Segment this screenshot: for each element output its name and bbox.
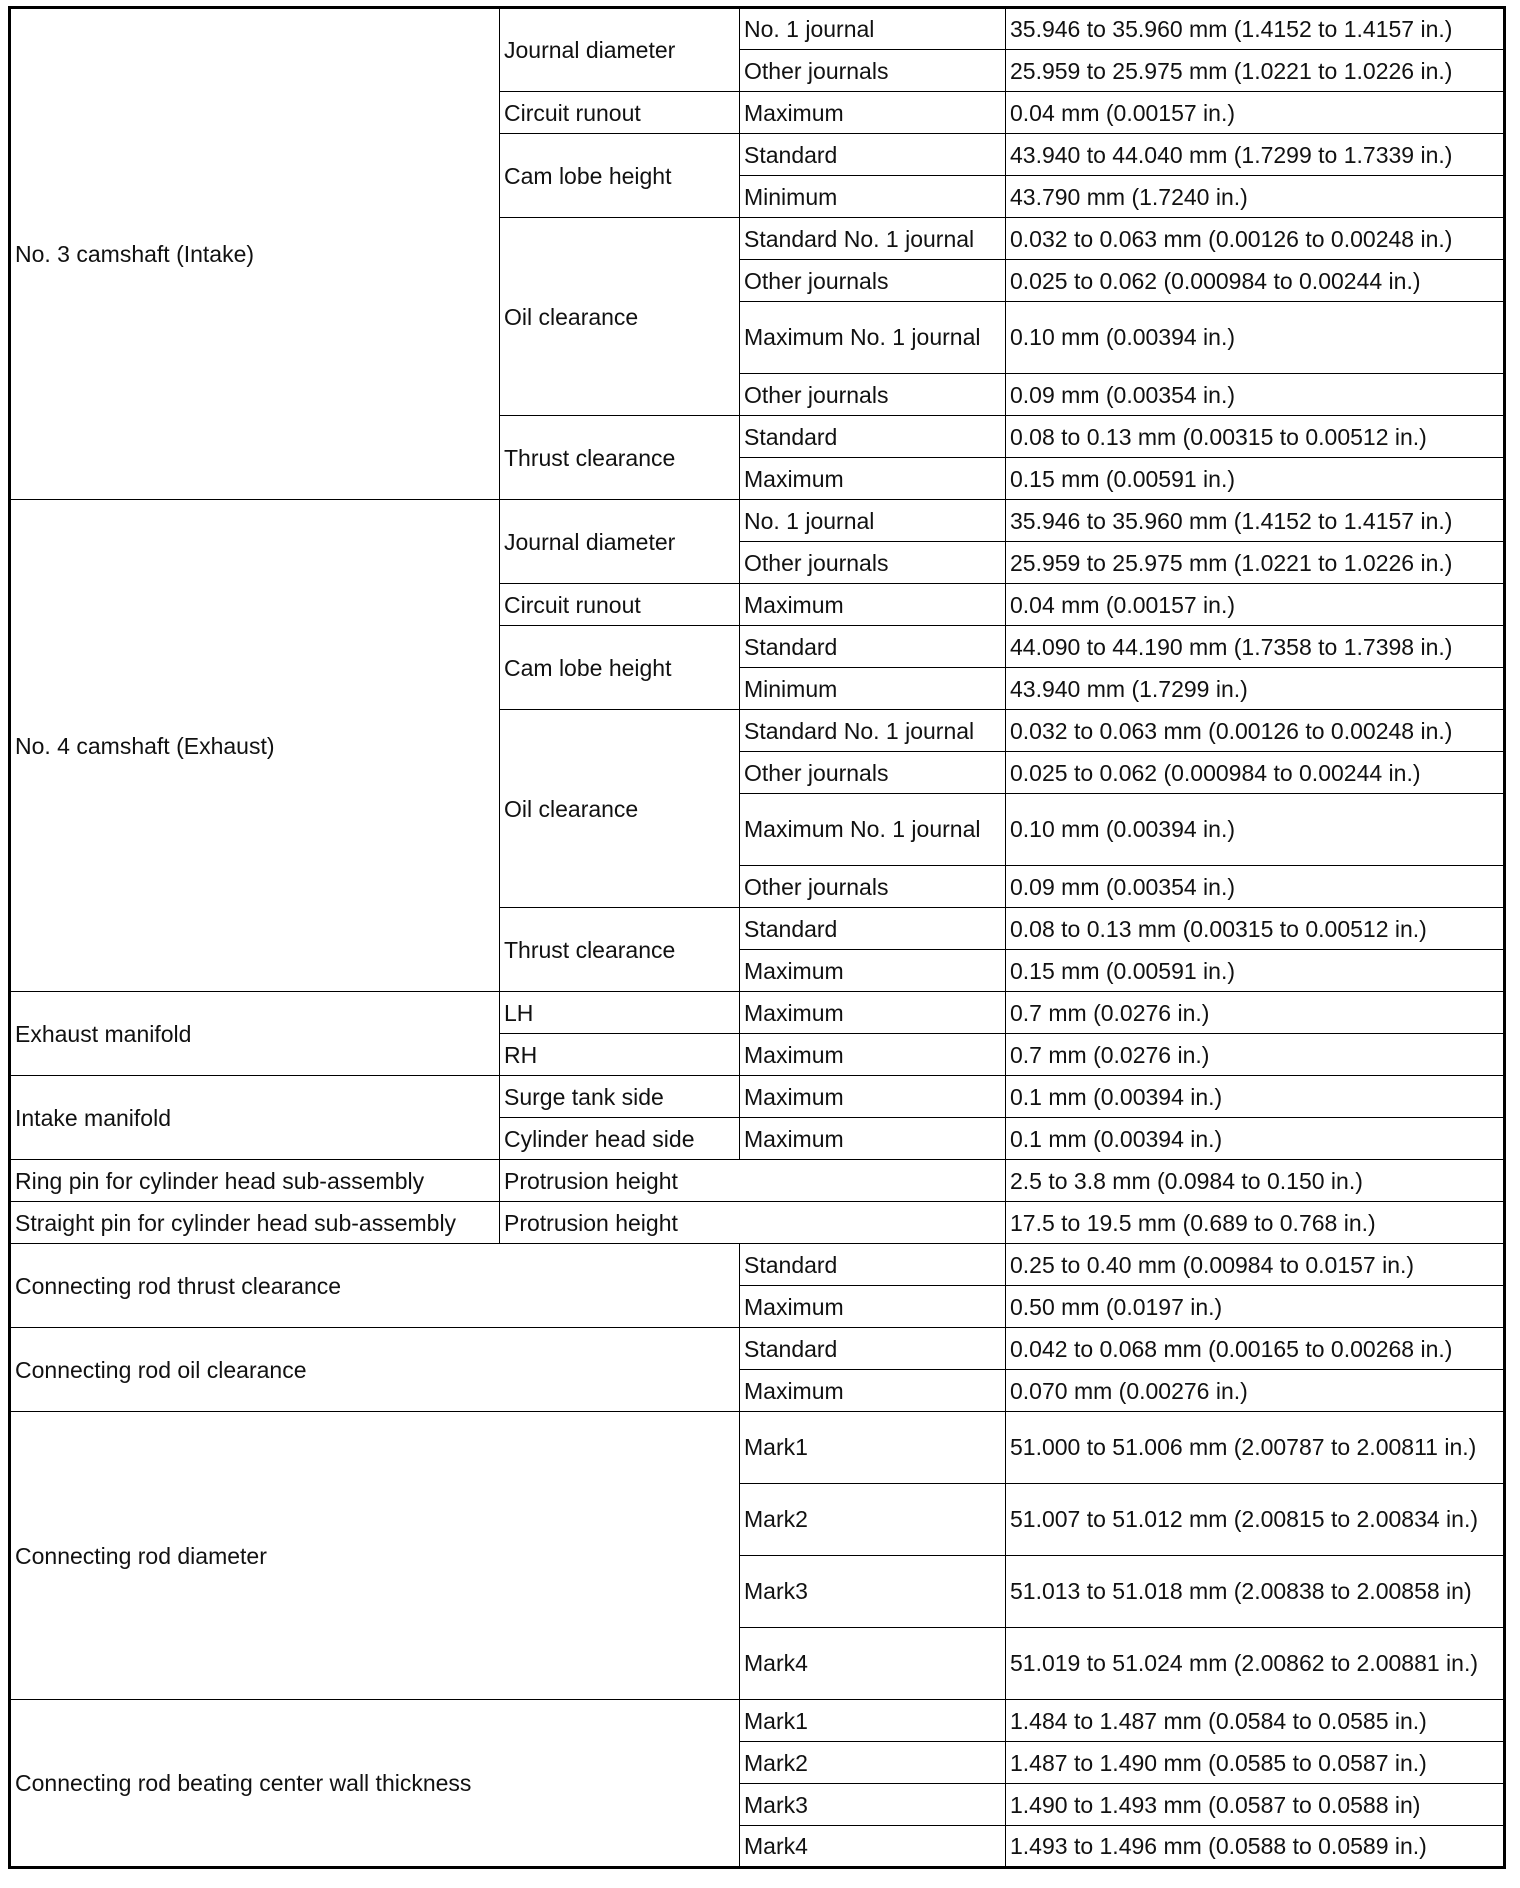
item-cell: No. 4 camshaft (Exhaust) — [10, 500, 500, 992]
condition-cell: Minimum — [740, 668, 1006, 710]
value-cell: 0.042 to 0.068 mm (0.00165 to 0.00268 in.) — [1006, 1328, 1505, 1370]
value-cell: 0.032 to 0.063 mm (0.00126 to 0.00248 in.) — [1006, 710, 1505, 752]
condition-cell: Maximum No. 1 journal — [740, 794, 1006, 866]
parameter-cell: Protrusion height — [500, 1160, 1006, 1202]
condition-cell: Mark1 — [740, 1700, 1006, 1742]
value-cell: 0.04 mm (0.00157 in.) — [1006, 584, 1505, 626]
parameter-cell: Protrusion height — [500, 1202, 1006, 1244]
value-cell: 1.487 to 1.490 mm (0.0585 to 0.0587 in.) — [1006, 1742, 1505, 1784]
value-cell: 35.946 to 35.960 mm (1.4152 to 1.4157 in.) — [1006, 8, 1505, 50]
condition-cell: Standard No. 1 journal — [740, 218, 1006, 260]
value-cell: 0.08 to 0.13 mm (0.00315 to 0.00512 in.) — [1006, 416, 1505, 458]
parameter-cell: Cylinder head side — [500, 1118, 740, 1160]
parameter-cell: Journal diameter — [500, 8, 740, 92]
condition-cell: Maximum — [740, 458, 1006, 500]
parameter-cell: Cam lobe height — [500, 626, 740, 710]
item-cell: Exhaust manifold — [10, 992, 500, 1076]
value-cell: 0.15 mm (0.00591 in.) — [1006, 950, 1505, 992]
condition-cell: Maximum — [740, 1286, 1006, 1328]
value-cell: 17.5 to 19.5 mm (0.689 to 0.768 in.) — [1006, 1202, 1505, 1244]
condition-cell: Maximum — [740, 1034, 1006, 1076]
table-row — [10, 500, 1505, 542]
condition-cell: Mark3 — [740, 1556, 1006, 1628]
parameter-cell: Journal diameter — [500, 500, 740, 584]
condition-cell: No. 1 journal — [740, 500, 1006, 542]
item-cell: Connecting rod oil clearance — [10, 1328, 740, 1412]
value-cell: 0.10 mm (0.00394 in.) — [1006, 794, 1505, 866]
value-cell: 0.025 to 0.062 (0.000984 to 0.00244 in.) — [1006, 752, 1505, 794]
condition-cell: Standard — [740, 1328, 1006, 1370]
condition-cell: Maximum — [740, 1118, 1006, 1160]
parameter-cell: Surge tank side — [500, 1076, 740, 1118]
value-cell: 43.940 mm (1.7299 in.) — [1006, 668, 1505, 710]
parameter-cell: Oil clearance — [500, 218, 740, 416]
value-cell: 0.1 mm (0.00394 in.) — [1006, 1076, 1505, 1118]
condition-cell: Standard No. 1 journal — [740, 710, 1006, 752]
condition-cell: Other journals — [740, 50, 1006, 92]
value-cell: 1.484 to 1.487 mm (0.0584 to 0.0585 in.) — [1006, 1700, 1505, 1742]
value-cell: 43.790 mm (1.7240 in.) — [1006, 176, 1505, 218]
table-row — [10, 8, 1505, 50]
table-row — [10, 1700, 1505, 1742]
condition-cell: Maximum — [740, 1370, 1006, 1412]
condition-cell: Mark4 — [740, 1826, 1006, 1868]
value-cell: 0.032 to 0.063 mm (0.00126 to 0.00248 in.) — [1006, 218, 1505, 260]
condition-cell: Standard — [740, 416, 1006, 458]
condition-cell: Mark4 — [740, 1628, 1006, 1700]
value-cell: 0.04 mm (0.00157 in.) — [1006, 92, 1505, 134]
condition-cell: Standard — [740, 908, 1006, 950]
condition-cell: Maximum — [740, 950, 1006, 992]
value-cell: 0.10 mm (0.00394 in.) — [1006, 302, 1505, 374]
parameter-cell: Circuit runout — [500, 584, 740, 626]
condition-cell: Mark3 — [740, 1784, 1006, 1826]
table-row — [10, 1160, 1505, 1202]
item-cell: Straight pin for cylinder head sub-assembly — [10, 1202, 500, 1244]
parameter-cell: Oil clearance — [500, 710, 740, 908]
condition-cell: Mark2 — [740, 1742, 1006, 1784]
condition-cell: Other journals — [740, 542, 1006, 584]
condition-cell: Maximum — [740, 992, 1006, 1034]
condition-cell: Other journals — [740, 260, 1006, 302]
table-row — [10, 1328, 1505, 1370]
condition-cell: Maximum No. 1 journal — [740, 302, 1006, 374]
value-cell: 0.15 mm (0.00591 in.) — [1006, 458, 1505, 500]
value-cell: 44.090 to 44.190 mm (1.7358 to 1.7398 in.) — [1006, 626, 1505, 668]
value-cell: 43.940 to 44.040 mm (1.7299 to 1.7339 in.) — [1006, 134, 1505, 176]
parameter-cell: LH — [500, 992, 740, 1034]
value-cell: 51.007 to 51.012 mm (2.00815 to 2.00834 in.) — [1006, 1484, 1505, 1556]
item-cell: Intake manifold — [10, 1076, 500, 1160]
value-cell: 51.013 to 51.018 mm (2.00838 to 2.00858 in) — [1006, 1556, 1505, 1628]
parameter-cell: Cam lobe height — [500, 134, 740, 218]
value-cell: 0.025 to 0.062 (0.000984 to 0.00244 in.) — [1006, 260, 1505, 302]
value-cell: 1.493 to 1.496 mm (0.0588 to 0.0589 in.) — [1006, 1826, 1505, 1868]
value-cell: 1.490 to 1.493 mm (0.0587 to 0.0588 in) — [1006, 1784, 1505, 1826]
item-cell: Connecting rod thrust clearance — [10, 1244, 740, 1328]
value-cell: 25.959 to 25.975 mm (1.0221 to 1.0226 in.) — [1006, 50, 1505, 92]
value-cell: 0.25 to 0.40 mm (0.00984 to 0.0157 in.) — [1006, 1244, 1505, 1286]
value-cell: 35.946 to 35.960 mm (1.4152 to 1.4157 in.) — [1006, 500, 1505, 542]
condition-cell: Standard — [740, 1244, 1006, 1286]
table-row — [10, 1244, 1505, 1286]
value-cell: 0.7 mm (0.0276 in.) — [1006, 992, 1505, 1034]
value-cell: 0.070 mm (0.00276 in.) — [1006, 1370, 1505, 1412]
condition-cell: Other journals — [740, 752, 1006, 794]
parameter-cell: RH — [500, 1034, 740, 1076]
parameter-cell: Thrust clearance — [500, 416, 740, 500]
condition-cell: Maximum — [740, 584, 1006, 626]
item-cell: No. 3 camshaft (Intake) — [10, 8, 500, 500]
item-cell: Connecting rod beating center wall thickness — [10, 1700, 740, 1868]
value-cell: 0.08 to 0.13 mm (0.00315 to 0.00512 in.) — [1006, 908, 1505, 950]
value-cell: 51.000 to 51.006 mm (2.00787 to 2.00811 in.) — [1006, 1412, 1505, 1484]
value-cell: 25.959 to 25.975 mm (1.0221 to 1.0226 in.) — [1006, 542, 1505, 584]
value-cell: 0.09 mm (0.00354 in.) — [1006, 866, 1505, 908]
value-cell: 0.50 mm (0.0197 in.) — [1006, 1286, 1505, 1328]
value-cell: 0.1 mm (0.00394 in.) — [1006, 1118, 1505, 1160]
condition-cell: No. 1 journal — [740, 8, 1006, 50]
condition-cell: Maximum — [740, 1076, 1006, 1118]
value-cell: 0.09 mm (0.00354 in.) — [1006, 374, 1505, 416]
specification-table — [8, 6, 1506, 1869]
table-row — [10, 1412, 1505, 1484]
value-cell: 2.5 to 3.8 mm (0.0984 to 0.150 in.) — [1006, 1160, 1505, 1202]
condition-cell: Maximum — [740, 92, 1006, 134]
value-cell: 51.019 to 51.024 mm (2.00862 to 2.00881 in.) — [1006, 1628, 1505, 1700]
table-row — [10, 1202, 1505, 1244]
condition-cell: Mark2 — [740, 1484, 1006, 1556]
table-row — [10, 1076, 1505, 1118]
value-cell: 0.7 mm (0.0276 in.) — [1006, 1034, 1505, 1076]
condition-cell: Other journals — [740, 374, 1006, 416]
condition-cell: Mark1 — [740, 1412, 1006, 1484]
condition-cell: Minimum — [740, 176, 1006, 218]
item-cell: Connecting rod diameter — [10, 1412, 740, 1700]
parameter-cell: Thrust clearance — [500, 908, 740, 992]
condition-cell: Other journals — [740, 866, 1006, 908]
condition-cell: Standard — [740, 626, 1006, 668]
item-cell: Ring pin for cylinder head sub-assembly — [10, 1160, 500, 1202]
condition-cell: Standard — [740, 134, 1006, 176]
table-row — [10, 992, 1505, 1034]
parameter-cell: Circuit runout — [500, 92, 740, 134]
